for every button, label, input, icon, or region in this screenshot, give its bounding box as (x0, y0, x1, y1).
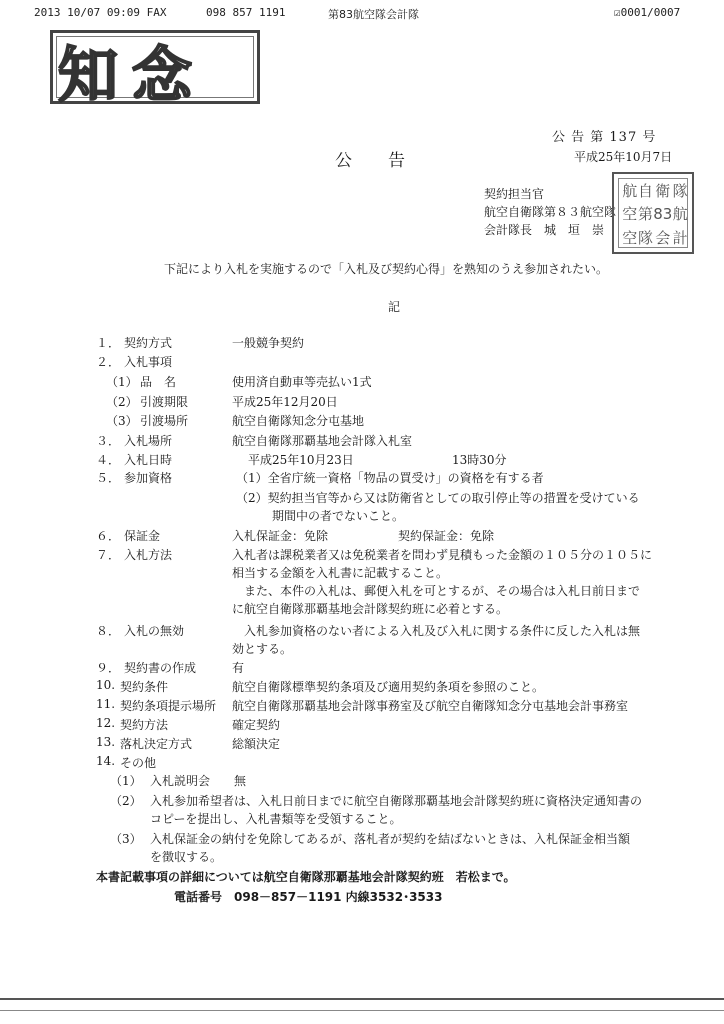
fax-datetime: 2013 10/07 09:09 FAX (34, 6, 167, 19)
item-label: 入札事項 (124, 355, 173, 369)
item-label: 入札日時 (124, 453, 173, 467)
fax-page: ☑0001/0007 (614, 6, 681, 19)
notice-date: 平成25年10月7日 (574, 150, 673, 164)
item-value: 航空自衛隊那覇基地会計隊事務室及び航空自衛隊知念分屯基地会計事務室 (232, 699, 629, 713)
item-number: 11. (96, 697, 116, 711)
seal-glyphs: 航 自 衛 隊 空 第 83 航 空 隊 会 計 (622, 182, 688, 247)
item-label: 契約方法 (120, 718, 169, 732)
item8-line: 入札参加資格のない者による入札及び入札に関する条件に反した入札は無 (244, 624, 641, 638)
item-value: 一般競争契約 (232, 336, 305, 350)
item-label: 契約条件 (120, 680, 169, 694)
item-number: ９． (96, 661, 121, 675)
item-value: 航空自衛隊知念分屯基地 (232, 414, 365, 428)
item-value: 航空自衛隊那覇基地会計隊入札室 (232, 434, 413, 448)
item-label: 契約方式 (124, 336, 173, 350)
item-number: 13. (96, 735, 116, 749)
fax-number: 098 857 1191 (206, 6, 286, 19)
item-label: 引渡期限 (140, 395, 189, 409)
notice-title: 公告 (335, 151, 441, 171)
item-value: 平成25年12月20日 (232, 395, 338, 409)
scan-edge-line (0, 1010, 724, 1011)
item-value: 有 (232, 661, 245, 675)
qualification-2-line2: 期間中の者でないこと。 (272, 509, 405, 523)
item-value: 確定契約 (232, 718, 281, 732)
other-line: コピーを提出し、入札書類等を受領すること。 (150, 812, 402, 826)
item-number: （1） (106, 375, 138, 389)
intro-text: 下記により入札を実施するので「入札及び契約心得」を熟知のうえ参加されたい。 (164, 262, 609, 276)
item-label: 入札場所 (124, 434, 173, 448)
item-number: （3） (106, 414, 138, 428)
other-number: （2） (110, 794, 142, 808)
contact-phone: 電話番号 098－857－1191 内線3532･3533 (174, 890, 443, 904)
item-label: 品 名 (140, 375, 177, 389)
other-number: （1） (110, 774, 142, 788)
item-number: ４． (96, 453, 121, 467)
item7-line: 相当する金額を入札書に記載すること。 (232, 566, 449, 580)
ki-heading: 記 (388, 300, 401, 314)
item-label: 保証金 (124, 529, 161, 543)
item-number: ３． (96, 434, 121, 448)
item-number: 14. (96, 754, 116, 768)
item7-line: また、本件の入札は、郵便入札を可とするが、その場合は入札日前日まで (244, 584, 641, 598)
item-number: ２． (96, 355, 121, 369)
signer-unit: 航空自衛隊第８３航空隊 (484, 205, 617, 219)
item-value: 総額決定 (232, 737, 281, 751)
item7-line: 入札者は課税業者又は免税業者を問わず見積もった金額の１０５分の１０５に (232, 548, 653, 562)
item-value: 使用済自動車等売払い1式 (232, 375, 372, 389)
item-number: （2） (106, 395, 138, 409)
item-label: 落札決定方式 (120, 737, 193, 751)
signer-title: 契約担当官 (484, 187, 545, 201)
item-number: ５． (96, 471, 121, 485)
item-label: その他 (120, 756, 157, 770)
other-number: （3） (110, 832, 142, 846)
item-value: 航空自衛隊標準契約条項及び適用契約条項を参照のこと。 (232, 680, 545, 694)
item-label: 参加資格 (124, 471, 173, 485)
item-number: 10. (96, 678, 116, 692)
signer-name: 会計隊長 城 垣 崇 (484, 223, 605, 237)
item-number: １． (96, 336, 121, 350)
other-line: を徴収する。 (150, 850, 223, 864)
item-number: ６． (96, 529, 121, 543)
item-label: 入札方法 (124, 548, 173, 562)
official-seal (612, 172, 694, 254)
item-value: （1）全省庁統一資格「物品の買受け」の資格を有する者 (236, 471, 544, 485)
item-label: 契約書の作成 (124, 661, 197, 675)
notice-number: 公 告 第 137 号 (552, 130, 657, 145)
qualification-2-line1: （2）契約担当官等から又は防衛省としての取引停止等の措置を受けている (236, 491, 640, 505)
item-label: 引渡場所 (140, 414, 189, 428)
item8-line: 効とする。 (232, 642, 293, 656)
item-value: 入札保証金：免除 (232, 529, 329, 543)
item-label: 入札の無効 (124, 624, 185, 638)
item-number: ８． (96, 624, 121, 638)
scan-edge-line (0, 998, 724, 1000)
item-number: ７． (96, 548, 121, 562)
other-line: 入札保証金の納付を免除してあるが、落札者が契約を結ばないときは、入札保証金相当額 (150, 832, 631, 846)
item-label: 契約条項提示場所 (120, 699, 217, 713)
other-line: 入札参加希望者は、入札日前日までに航空自衛隊那覇基地会計隊契約班に資格決定通知書の (150, 794, 643, 808)
other-line: 入札説明会 無 (150, 774, 247, 788)
item-value: 平成25年10月23日 (248, 453, 354, 467)
stamp-text: 知念 (58, 41, 206, 111)
item-value-2: 契約保証金：免除 (398, 529, 495, 543)
item-value-time: 13時30分 (452, 453, 507, 467)
item-number: 12. (96, 716, 116, 730)
fax-sender: 第83航空隊会計隊 (328, 8, 419, 21)
item7-line: に航空自衛隊那覇基地会計隊契約班に必着とする。 (232, 602, 509, 616)
contact-line: 本書記載事項の詳細については航空自衛隊那覇基地会計隊契約班 若松まで。 (96, 870, 516, 884)
